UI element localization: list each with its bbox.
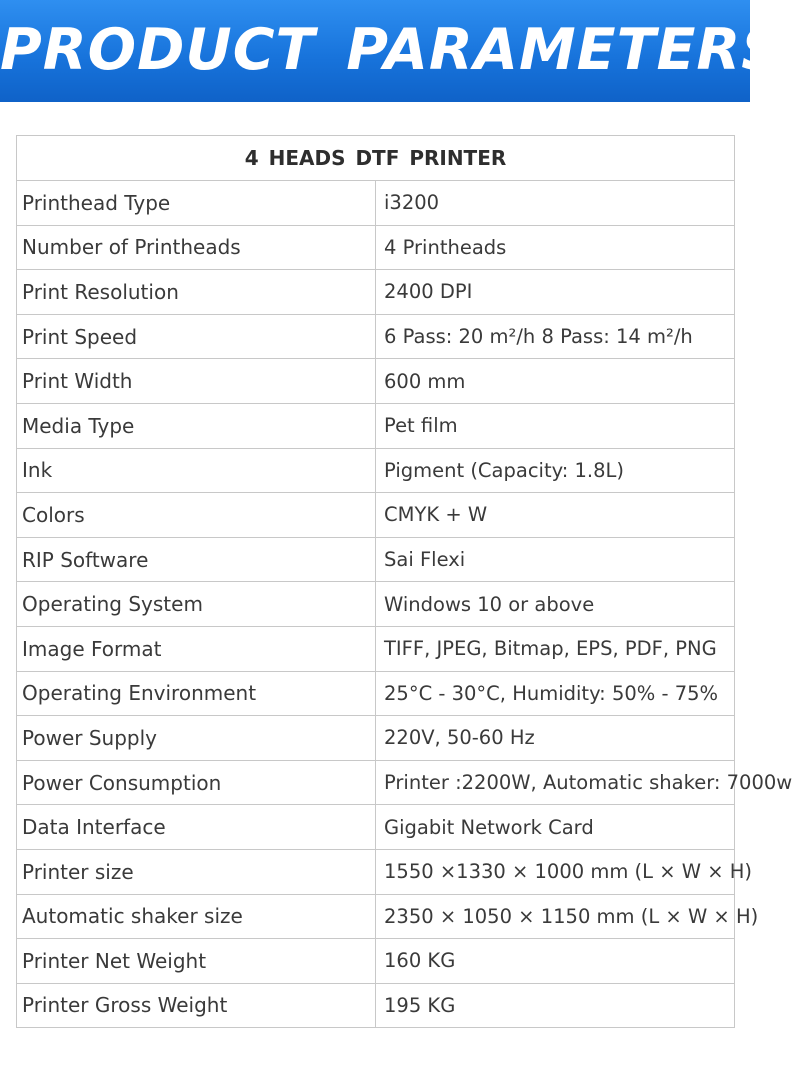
spec-label: Print Resolution <box>17 270 376 315</box>
table-row <box>17 849 735 894</box>
spec-label: Printer Net Weight <box>17 939 376 984</box>
spec-label: Operating System <box>17 582 376 627</box>
table-row <box>17 582 735 627</box>
spec-value: 195 KG <box>376 983 735 1028</box>
spec-value: 600 mm <box>376 359 735 404</box>
spec-label: Automatic shaker size <box>17 894 376 939</box>
table-row <box>17 671 735 716</box>
table-row <box>17 537 735 582</box>
spec-value: 2350 × 1050 × 1150 mm (L × W × H) <box>376 894 735 939</box>
table-row <box>17 359 735 404</box>
title-banner <box>0 0 784 102</box>
spec-value: 160 KG <box>376 939 735 984</box>
spec-label: Print Width <box>17 359 376 404</box>
spec-table-body <box>17 181 792 1028</box>
spec-label: Colors <box>17 493 376 538</box>
spec-value: 1550 ×1330 × 1000 mm (L × W × H) <box>376 849 735 894</box>
spec-label: Print Speed <box>17 314 376 359</box>
spec-table-header-row <box>17 136 735 181</box>
spec-value: 4 Printheads <box>376 225 735 270</box>
spec-label: Image Format <box>17 626 376 671</box>
spec-label: Power Consumption <box>17 760 376 805</box>
table-row <box>17 894 735 939</box>
table-row <box>17 225 735 270</box>
spec-value: Pet film <box>376 403 735 448</box>
spec-value: Pigment (Capacity: 1.8L) <box>376 448 735 493</box>
spec-label: Printer Gross Weight <box>17 983 376 1028</box>
spec-value: 2400 DPI <box>376 270 735 315</box>
spec-label: Printhead Type <box>17 181 376 226</box>
spec-value: Sai Flexi <box>376 537 735 582</box>
table-row <box>17 626 735 671</box>
table-row <box>17 314 735 359</box>
spec-label: Operating Environment <box>17 671 376 716</box>
spec-value: Gigabit Network Card <box>376 805 735 850</box>
banner-title: PRODUCT PARAMETERS <box>0 17 784 83</box>
spec-value: 6 Pass: 20 m²/h 8 Pass: 14 m²/h <box>376 314 735 359</box>
spec-table-header: 4 HEADS DTF PRINTER <box>17 136 735 181</box>
spec-table <box>16 135 792 1028</box>
spec-value: 25°C - 30°C, Humidity: 50% - 75% <box>376 671 735 716</box>
table-row <box>17 716 735 761</box>
table-row <box>17 448 735 493</box>
spec-label: RIP Software <box>17 537 376 582</box>
table-row <box>17 805 735 850</box>
spec-label: Power Supply <box>17 716 376 761</box>
spec-label: Media Type <box>17 403 376 448</box>
spec-value: Printer :2200W, Automatic shaker: 7000w <box>376 760 735 805</box>
table-row <box>17 403 735 448</box>
table-row <box>17 760 735 805</box>
spec-value: i3200 <box>376 181 735 226</box>
table-row <box>17 181 735 226</box>
spec-value: 220V, 50-60 Hz <box>376 716 735 761</box>
table-row <box>17 939 735 984</box>
spec-value: CMYK + W <box>376 493 735 538</box>
table-row <box>17 493 735 538</box>
spec-value: Windows 10 or above <box>376 582 735 627</box>
spec-value: TIFF, JPEG, Bitmap, EPS, PDF, PNG <box>376 626 735 671</box>
spec-label: Number of Printheads <box>17 225 376 270</box>
spec-label: Printer size <box>17 849 376 894</box>
table-row <box>17 270 735 315</box>
table-row <box>17 983 735 1028</box>
spec-label: Data Interface <box>17 805 376 850</box>
spec-label: Ink <box>17 448 376 493</box>
